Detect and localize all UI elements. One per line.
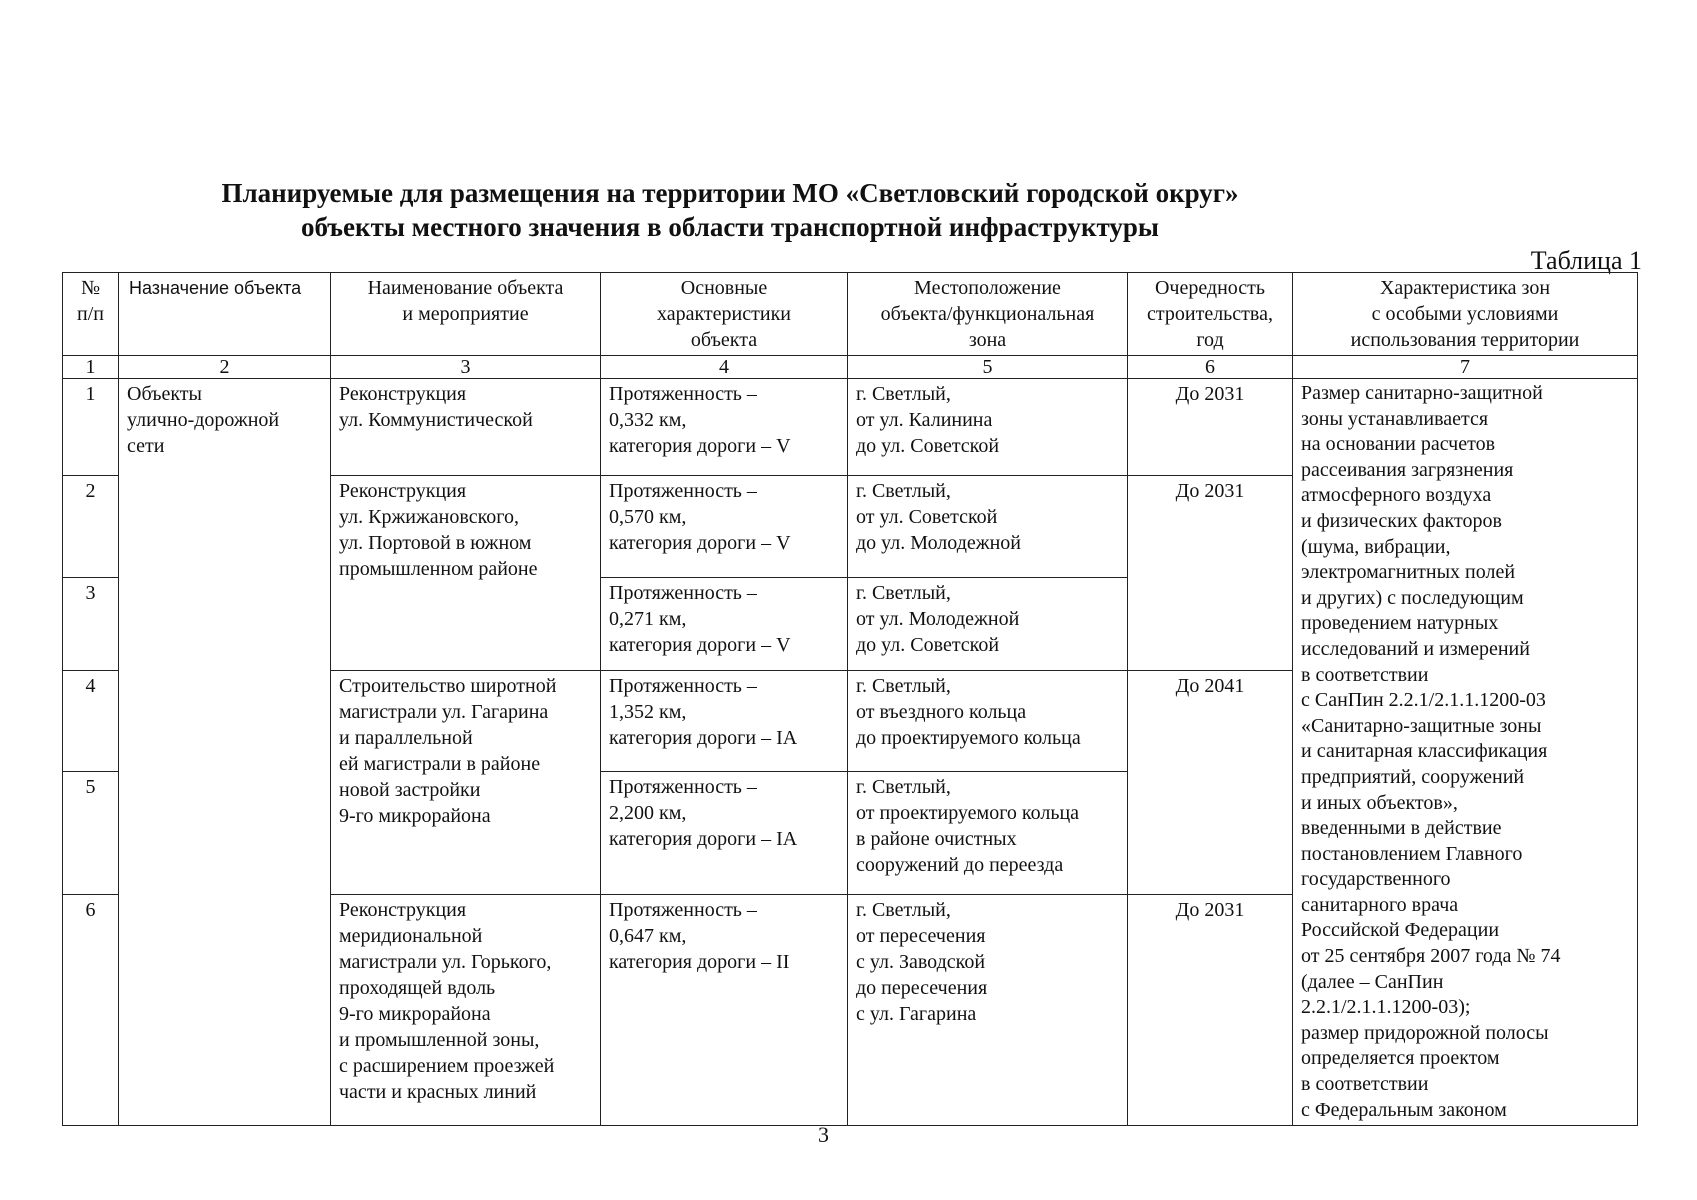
characteristics-cell: Протяженность – 0,332 км, категория дороги – V bbox=[601, 379, 848, 476]
column-number: 7 bbox=[1293, 356, 1638, 379]
zone-characteristics-cell: Размер санитарно-защитной зоны устанавливается на основании расчетов рассеивания загрязнения атмосферного воздуха и физических факторов (шума, вибрации, электромагнитных полей и других) с последующим проведением натурных исследований и измерений в соответствии с СанПин 2.2.1/2.1.1.1200-03 «Санитарно-защитные зоны и санитарная классификация предприятий, сооружений и иных объектов», введенными в действие постановлением Главного государственного санитарного врача Российской Федерации от 25 сентября 2007 года № 74 (далее – СанПин 2.2.1/2.1.1.1200-03); размер придорожной полосы определяется проектом в соответствии с Федеральным законом bbox=[1293, 379, 1638, 1126]
object-name-cell: Строительство широтной магистрали ул. Гагарина и параллельной ей магистрали в районе новой застройки 9-го микрорайона bbox=[331, 670, 601, 895]
header-characteristics: Основные характеристики объекта bbox=[601, 273, 848, 356]
row-number: 2 bbox=[63, 476, 119, 578]
header-row bbox=[63, 273, 1638, 356]
row-number: 1 bbox=[63, 379, 119, 476]
header-name: Наименование объекта и мероприятие bbox=[331, 273, 601, 356]
table-row bbox=[63, 379, 1638, 476]
header-number: № п/п bbox=[63, 273, 119, 356]
row-number: 3 bbox=[63, 577, 119, 670]
object-name-cell: Реконструкция ул. Коммунистической bbox=[331, 379, 601, 476]
column-number: 5 bbox=[848, 356, 1128, 379]
location-cell: г. Светлый, от ул. Калинина до ул. Советской bbox=[848, 379, 1128, 476]
document-title-line-1: Планируемые для размещения на территории МО «Светловский городской округ» bbox=[221, 178, 1239, 208]
row-number: 6 bbox=[63, 895, 119, 1126]
location-cell: г. Светлый, от ул. Советской до ул. Молодежной bbox=[848, 476, 1128, 578]
header-year: Очередность строительства, год bbox=[1128, 273, 1293, 356]
characteristics-cell: Протяженность – 2,200 км, категория дороги – IA bbox=[601, 772, 848, 895]
column-number: 3 bbox=[331, 356, 601, 379]
location-cell: г. Светлый, от въездного кольца до проектируемого кольца bbox=[848, 670, 1128, 772]
column-numbers-row bbox=[63, 356, 1638, 379]
characteristics-cell: Протяженность – 0,271 км, категория дороги – V bbox=[601, 577, 848, 670]
column-number: 1 bbox=[63, 356, 119, 379]
infrastructure-table bbox=[62, 272, 1638, 1126]
location-cell: г. Светлый, от ул. Молодежной до ул. Советской bbox=[848, 577, 1128, 670]
object-name-cell: Реконструкция ул. Кржижановского, ул. Портовой в южном промышленном районе bbox=[331, 476, 601, 671]
characteristics-cell: Протяженность – 0,647 км, категория дороги – II bbox=[601, 895, 848, 1126]
year-cell: До 2031 bbox=[1128, 476, 1293, 671]
characteristics-cell: Протяженность – 0,570 км, категория дороги – V bbox=[601, 476, 848, 578]
header-purpose: Назначение объекта bbox=[119, 273, 331, 356]
location-cell: г. Светлый, от пересечения с ул. Заводской до пересечения с ул. Гагарина bbox=[848, 895, 1128, 1126]
year-cell: До 2041 bbox=[1128, 670, 1293, 895]
page-number: 3 bbox=[818, 1122, 829, 1147]
row-number: 5 bbox=[63, 772, 119, 895]
column-number: 2 bbox=[119, 356, 331, 379]
object-purpose-cell: Объекты улично-дорожной сети bbox=[119, 379, 331, 1126]
year-cell: До 2031 bbox=[1128, 895, 1293, 1126]
header-zones: Характеристика зон с особыми условиями использования территории bbox=[1293, 273, 1638, 356]
characteristics-cell: Протяженность – 1,352 км, категория дороги – IA bbox=[601, 670, 848, 772]
location-cell: г. Светлый, от проектируемого кольца в районе очистных сооружений до переезда bbox=[848, 772, 1128, 895]
object-name-cell: Реконструкция меридиональной магистрали ул. Горького, проходящей вдоль 9-го микрорайона и промышленной зоны, с расширением проезжей части и красных линий bbox=[331, 895, 601, 1126]
document-title-line-2: объекты местного значения в области транспортной инфраструктуры bbox=[300, 212, 1159, 242]
column-number: 6 bbox=[1128, 356, 1293, 379]
header-location: Местоположение объекта/функциональная зона bbox=[848, 273, 1128, 356]
year-cell: До 2031 bbox=[1128, 379, 1293, 476]
column-number: 4 bbox=[601, 356, 848, 379]
row-number: 4 bbox=[63, 670, 119, 772]
table-label: Таблица 1 bbox=[1530, 246, 1642, 275]
